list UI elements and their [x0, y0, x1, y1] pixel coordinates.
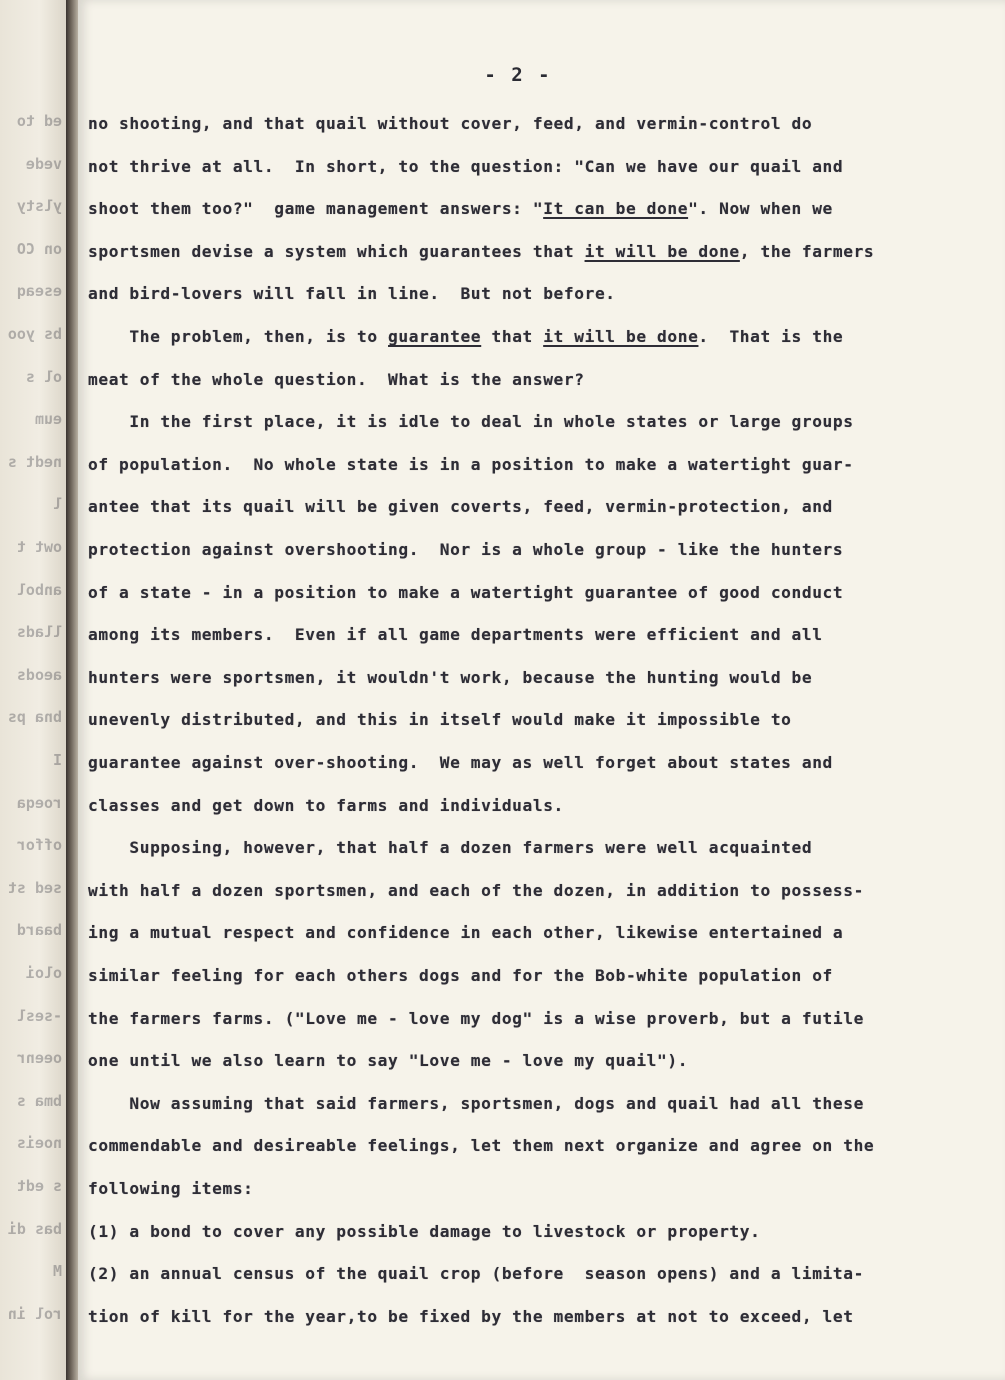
text-line	[88, 370, 585, 389]
text-segment: shoot them too?" game management answers: "	[88, 199, 544, 219]
text-line	[88, 157, 843, 176]
text-segment: (1) a bond to cover any possible damage to livestock or property.	[88, 1221, 761, 1241]
text-line	[88, 1136, 874, 1155]
facing-page-fragment: ed to	[16, 112, 62, 130]
facing-page-fragment: vede	[25, 154, 62, 173]
text-line	[88, 114, 812, 133]
text-line	[88, 242, 874, 261]
text-segment: commendable and desireable feelings, let them next organize and agree on the	[88, 1136, 875, 1156]
text-line	[88, 625, 823, 644]
text-segment: hunters were sportsmen, it wouldn't work, because the hunting would be	[88, 667, 813, 687]
text-segment: ing a mutual respect and confidence in each other, likewise entertained a	[88, 923, 844, 943]
text-segment: of a state - in a position to make a watertight guarantee of good conduct	[88, 582, 844, 602]
text-segment: and bird-lovers will fall in line. But not before.	[88, 284, 616, 304]
facing-page-fragment: ylsty	[16, 197, 62, 216]
facing-page-fragment: anbol	[16, 580, 62, 599]
facing-page-fragment: on CO	[16, 239, 62, 258]
text-line	[88, 838, 812, 857]
facing-page-fragment: offor	[16, 836, 62, 855]
facing-page-fragment: llads	[16, 623, 62, 642]
text-line	[88, 497, 833, 516]
text-segment: ". Now when we	[688, 199, 833, 219]
facing-page-fragment: roeqa	[16, 793, 62, 812]
text-segment: tion of kill for the year,to be fixed by the members at not to exceed, let	[88, 1306, 854, 1326]
facing-page-fragment: -sesl	[16, 1006, 62, 1025]
text-segment: following items:	[88, 1179, 254, 1198]
underlined-phrase: It can be done	[543, 199, 689, 219]
text-segment: classes and get down to farms and individuals.	[88, 795, 564, 815]
facing-page-fragment: eseaq	[16, 282, 62, 301]
underlined-phrase: it will be done	[543, 327, 699, 346]
text-segment: meat of the whole question. What is the answer?	[88, 369, 585, 389]
facing-page-fragment: bma s	[16, 1091, 62, 1110]
facing-page-fragment: nedt s	[7, 452, 62, 471]
text-line	[88, 753, 833, 772]
text-line	[88, 327, 843, 346]
text-line	[88, 1009, 864, 1028]
text-segment: unevenly distributed, and this in itself would make it impossible to	[88, 710, 792, 730]
book-gutter	[66, 0, 78, 1380]
underlined-phrase: guarantee	[388, 327, 482, 346]
text-line	[88, 668, 812, 687]
text-segment: protection against overshooting. Nor is a whole group - like the hunters	[88, 540, 844, 559]
facing-page-fragment: baard	[16, 921, 62, 940]
text-segment: In the first place, it is idle to deal in whole states or large groups	[88, 412, 854, 432]
text-segment: one until we also learn to say "Love me - love my quail").	[88, 1051, 689, 1071]
text-line	[88, 881, 864, 900]
text-line	[88, 1179, 254, 1198]
facing-page-fragment: sed st	[7, 878, 62, 897]
underlined-phrase: it will be done	[584, 241, 740, 261]
facing-page-edge	[0, 0, 66, 1380]
facing-page-fragment: owt t	[16, 538, 62, 556]
text-segment: , the farmers	[739, 241, 875, 261]
text-line	[88, 1307, 854, 1326]
facing-page-fragment: I	[52, 751, 62, 769]
document-page	[78, 0, 1005, 1380]
text-line	[88, 1264, 864, 1283]
facing-page-fragment: bas di	[7, 1219, 62, 1238]
text-segment: . That is the	[698, 327, 844, 346]
facing-page-fragment: aeods	[16, 665, 62, 684]
text-line	[88, 710, 792, 729]
facing-page-fragment: l	[52, 495, 62, 514]
text-segment: sportsmen devise a system which guarantees that	[88, 241, 585, 261]
text-line	[88, 583, 843, 602]
facing-page-fragment: eum	[34, 410, 62, 429]
text-line	[88, 412, 854, 431]
text-segment: Supposing, however, that half a dozen farmers were well acquainted	[88, 838, 813, 858]
text-segment: guarantee against over-shooting. We may as well forget about states and	[88, 753, 833, 772]
text-line	[88, 1222, 760, 1241]
text-segment: with half a dozen sportsmen, and each of the dozen, in addition to possess-	[88, 880, 864, 900]
text-segment: The problem, then, is to	[88, 327, 389, 346]
text-line	[88, 966, 833, 985]
text-segment: the farmers farms. ("Love me - love my dog" is a wise proverb, but a futile	[88, 1008, 864, 1028]
facing-page-fragment: rol in	[7, 1304, 62, 1323]
text-segment: not thrive at all. In short, to the question: "Can we have our quail and	[88, 156, 844, 176]
facing-page-fragment: bs yoo	[7, 325, 62, 343]
text-line	[88, 455, 854, 474]
text-line	[88, 1094, 864, 1113]
text-line	[88, 796, 564, 815]
facing-page-fragment: ol s	[25, 367, 62, 386]
facing-page-fragment: oloi	[25, 964, 62, 982]
text-line	[88, 284, 616, 303]
text-line	[88, 1051, 688, 1070]
text-segment: (2) an annual census of the quail crop (before season opens) and a limita-	[88, 1264, 864, 1284]
page-number: - 2 -	[484, 64, 552, 86]
facing-page-fragment: bna ps	[7, 708, 62, 727]
text-segment: among its members. Even if all game departments were efficient and all	[88, 625, 823, 645]
text-line	[88, 199, 833, 218]
facing-page-fragment: oeenr	[16, 1049, 62, 1068]
text-segment: similar feeling for each others dogs and for the Bob-white population of	[88, 966, 833, 985]
text-segment: no shooting, and that quail without cover, feed, and vermin-control do	[88, 114, 813, 133]
facing-page-fragment: M	[52, 1262, 62, 1281]
facing-page-fragment: s edt	[16, 1177, 62, 1195]
text-segment: that	[481, 327, 544, 346]
text-segment: Now assuming that said farmers, sportsmen, dogs and quail had all these	[88, 1093, 864, 1113]
text-line	[88, 540, 843, 559]
text-line	[88, 923, 843, 942]
text-segment: of population. No whole state is in a position to make a watertight guar-	[88, 454, 854, 474]
text-segment: antee that its quail will be given coverts, feed, vermin-protection, and	[88, 497, 833, 517]
facing-page-fragment: noeis	[16, 1134, 62, 1153]
